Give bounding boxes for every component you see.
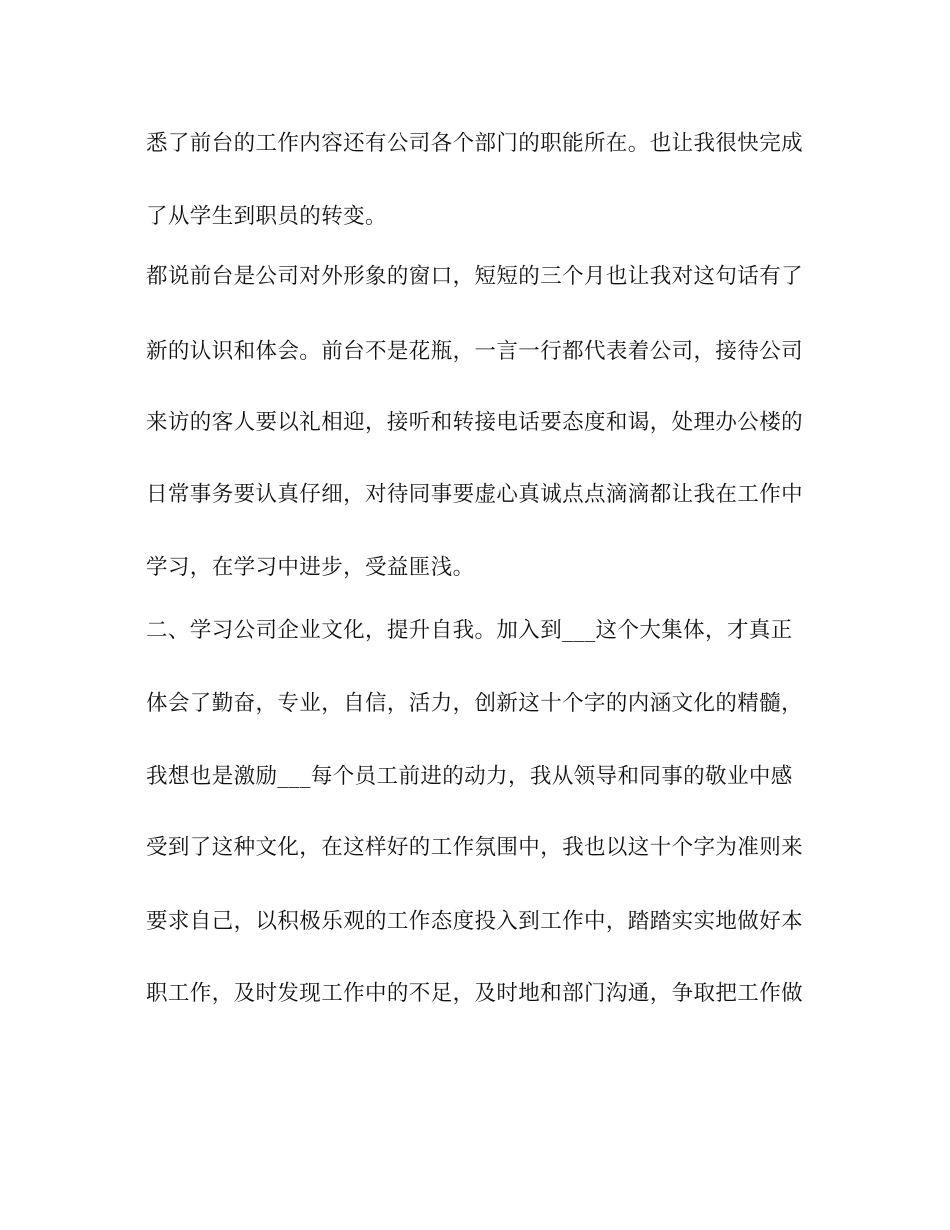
paragraph-line: 职工作，及时发现工作中的不足，及时地和部门沟通，争取把工作做 bbox=[146, 981, 804, 1006]
paragraph-line: 二、学习公司企业文化，提升自我。加入到___这个大集体，才真正 bbox=[146, 618, 793, 643]
paragraph-line: 新的认识和体会。前台不是花瓶，一言一行都代表着公司，接待公司 bbox=[146, 339, 804, 364]
paragraph-line: 悉了前台的工作内容还有公司各个部门的职能所在。也让我很快完成 bbox=[146, 131, 804, 156]
paragraph-line: 我想也是激励___每个员工前进的动力，我从领导和同事的敬业中感 bbox=[146, 764, 793, 789]
paragraph-line: 都说前台是公司对外形象的窗口，短短的三个月也让我对这句话有了 bbox=[146, 264, 804, 289]
paragraph-line: 受到了这种文化，在这样好的工作氛围中，我也以这十个字为准则来 bbox=[146, 835, 804, 860]
paragraph-line: 要求自己，以积极乐观的工作态度投入到工作中，踏踏实实地做好本 bbox=[146, 909, 804, 934]
paragraph-line: 体会了勤奋，专业，自信，活力，创新这十个字的内涵文化的精髓， bbox=[146, 691, 804, 716]
paragraph-line: 日常事务要认真仔细，对待同事要虚心真诚点点滴滴都让我在工作中 bbox=[146, 482, 804, 507]
paragraph-line: 了从学生到职员的转变。 bbox=[146, 204, 387, 229]
paragraph-line: 来访的客人要以礼相迎，接听和转接电话要态度和谒，处理办公楼的 bbox=[146, 410, 804, 435]
paragraph-line: 学习，在学习中进步，受益匪浅。 bbox=[146, 555, 475, 580]
